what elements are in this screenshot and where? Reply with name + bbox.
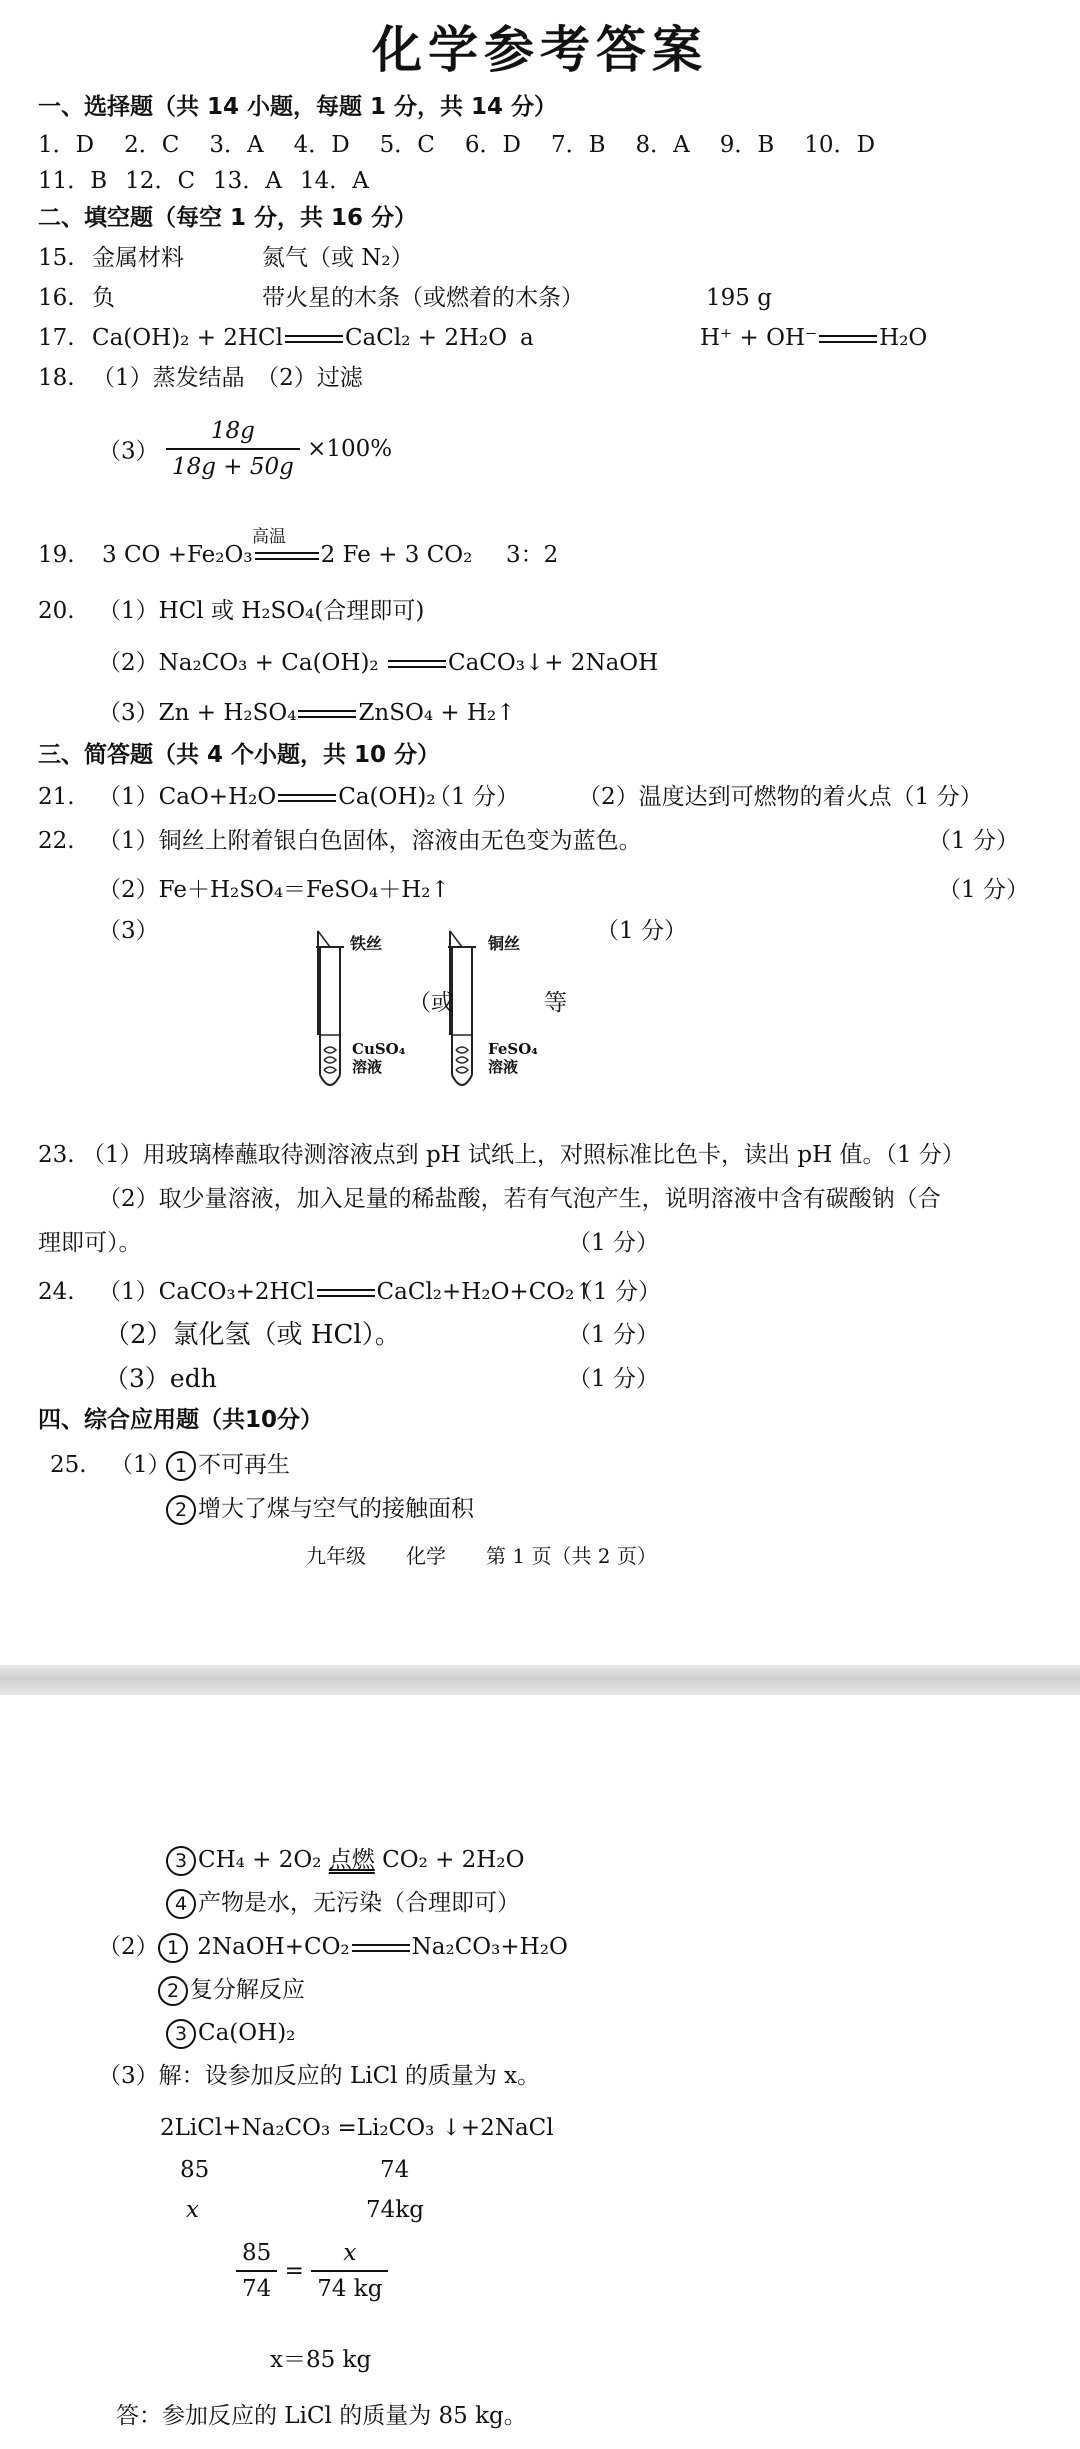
q24-number: 24.: [38, 1279, 75, 1305]
mc-answer: 1．D: [38, 132, 95, 158]
q23-number: 23.: [38, 1142, 75, 1168]
q18-part3-label: （3）: [98, 438, 159, 465]
q19-number: 19.: [38, 542, 75, 568]
q16-answer-a: 负: [92, 285, 115, 311]
q21-lhs: （1）CaO+H₂O: [98, 784, 277, 810]
mc-answer: 2．C: [124, 132, 180, 158]
q21-number: 21.: [38, 784, 75, 810]
equals-sign: [255, 550, 319, 562]
q22-score-3: （1 分）: [596, 918, 687, 944]
q20-l2-lhs: （2）Na₂CO₃ + Ca(OH)₂: [98, 650, 379, 676]
mc-answer: 14．A: [299, 168, 369, 194]
q22-number: 22.: [38, 828, 75, 854]
q20-line-2: [98, 648, 658, 678]
calc-mass-li2co3: 74: [380, 2157, 410, 2183]
circled-number: 1: [158, 1933, 188, 1963]
equals-sign: [352, 1942, 410, 1954]
proportion-right-numerator: x: [311, 2240, 388, 2272]
tube1-bottom-label-1: CuSO₄: [352, 1040, 406, 1058]
q19-lhs: 3 CO +Fe₂O₃: [102, 542, 253, 568]
circled-number: 1: [166, 1451, 196, 1481]
q18-fraction-expression: [98, 418, 392, 480]
q19-ratio: 3：2: [506, 542, 559, 568]
answer-page-2: [0, 1695, 1080, 2449]
tube1-bottom-label-2: 溶液: [352, 1058, 383, 1076]
mc-answer: 7．B: [550, 132, 606, 158]
q17-number: 17.: [38, 325, 75, 351]
q17-ion-lhs: H⁺ + OH⁻: [700, 325, 818, 351]
q20-l3-lhs: （3）Zn + H₂SO₄: [98, 700, 297, 726]
q19-equation: [102, 540, 472, 570]
proportion-equals: =: [284, 2258, 304, 2284]
q15-answer-b: 氮气（或 N₂）: [262, 245, 414, 271]
q25-item-3-lhs: CH₄ + 2O₂: [198, 1847, 322, 1873]
mc-answer: 10．D: [804, 132, 876, 158]
mc-answer: 9．B: [719, 132, 775, 158]
q20-number: 20.: [38, 598, 75, 624]
q21-score-1: （1 分）: [428, 784, 519, 810]
circled-number: 2: [158, 1976, 188, 2006]
q24-score-3: （1 分）: [568, 1366, 659, 1392]
q16-number: 16.: [38, 285, 75, 311]
q25-item-2-text: 增大了煤与空气的接触面积: [198, 1496, 474, 1522]
section-4-heading: 四、综合应用题（共10分）: [38, 1407, 324, 1433]
q25-part-1-label: （1）: [110, 1452, 171, 1478]
q20-l3-rhs: ZnSO₄ + H₂↑: [358, 700, 516, 726]
q16-answer-b: 带火星的木条（或燃着的木条）: [262, 285, 584, 311]
q25-part-2-label: （2）: [98, 1934, 159, 1960]
q25-item-3-rhs: CO₂ + 2H₂O: [382, 1847, 525, 1873]
tube2-top-label: 铜丝: [488, 934, 521, 953]
q25-eq-lhs: 2NaOH+CO₂: [197, 1934, 350, 1960]
calc-mass-licl: 85: [180, 2157, 210, 2183]
q18-fraction-numerator: 18g: [166, 418, 300, 450]
circled-number: 3: [166, 2019, 196, 2049]
q24-score-2: （1 分）: [568, 1322, 659, 1348]
circled-number: 4: [166, 1889, 196, 1919]
equals-sign: [819, 333, 877, 345]
equals-sign: [278, 792, 336, 804]
q25-part-2-item-2-text: 复分解反应: [190, 1977, 305, 2003]
q20-l2-rhs: CaCO₃↓+ 2NaOH: [447, 650, 659, 676]
q17-ionic-equation: [700, 323, 927, 353]
proportion-right: [311, 2240, 388, 2302]
q16-answer-c: 195 g: [706, 285, 772, 311]
q25-item-3-condition: 点燃: [328, 1847, 375, 1873]
q20-line-3: [98, 698, 516, 728]
q23-line-2: （2）取少量溶液，加入足量的稀盐酸，若有气泡产生，说明溶液中含有碳酸钠（合: [98, 1186, 941, 1212]
figure-or-text: （或: [408, 990, 454, 1016]
q25-number: 25.: [50, 1452, 87, 1478]
proportion-right-denominator: 74 kg: [317, 2276, 383, 2302]
mc-answer: 12．C: [125, 168, 196, 194]
q24-line-2: （2）氯化氢（或 HCl）。: [104, 1320, 401, 1350]
q25-item-2: [166, 1494, 474, 1525]
q17-ion-rhs: H₂O: [879, 325, 928, 351]
q25-eq-rhs: Na₂CO₃+H₂O: [411, 1934, 568, 1960]
calc-var-x: x: [186, 2197, 199, 2223]
mc-answer: 8．A: [635, 132, 690, 158]
mc-answer: 11．B: [38, 168, 108, 194]
circled-number: 2: [166, 1495, 196, 1525]
equals-sign: [285, 333, 343, 345]
q25-item-3: [166, 1845, 524, 1876]
q22-score-2: （1 分）: [938, 877, 1029, 903]
section-3-heading: 三、简答题（共 4 个小题，共 10 分）: [38, 742, 441, 768]
q17-lhs: Ca(OH)₂ + 2HCl: [92, 325, 283, 351]
tube2-bottom-label-2: 溶液: [488, 1058, 519, 1076]
q24-lhs: （1）CaCO₃+2HCl: [98, 1279, 315, 1305]
q25-part-3-statement: （3）解：设参加反应的 LiCl 的质量为 x。: [98, 2063, 541, 2089]
q23-score: （1 分）: [568, 1230, 659, 1256]
q17-answer-b: a: [520, 325, 534, 351]
q24-line-3: （3）edh: [104, 1364, 217, 1393]
q22-line-3: （3）: [98, 918, 159, 944]
q17-rhs: CaCl₂ + 2H₂O: [344, 325, 508, 351]
q24-score-1: （1 分）: [570, 1279, 661, 1305]
calc-var-74kg: 74kg: [366, 2197, 424, 2223]
q23-line-3: 理即可）。: [38, 1230, 142, 1256]
q25-part-2-item-1: [158, 1932, 568, 1963]
calc-result: x＝85 kg: [270, 2347, 372, 2373]
calc-proportion: [236, 2240, 388, 2302]
mc-answer: 4．D: [293, 132, 350, 158]
calc-equation: 2LiCl+Na₂CO₃ =Li₂CO₃ ↓+2NaCl: [160, 2115, 554, 2141]
q25-item-4: [166, 1888, 520, 1919]
tube1-top-label: 铁丝: [350, 934, 383, 953]
circled-number: 3: [166, 1846, 196, 1876]
q25-item-4-text: 产物是水，无污染（合理即可）: [198, 1890, 520, 1916]
mc-answers-row-2: [38, 166, 387, 196]
mc-answer: 6．D: [464, 132, 521, 158]
tube2-bottom-label-1: FeSO₄: [488, 1040, 538, 1058]
q20-line-1: （1）HCl 或 H₂SO₄(合理即可): [98, 598, 425, 624]
mc-answer: 5．C: [379, 132, 435, 158]
equals-sign: [317, 1287, 375, 1299]
q25-item-1: [166, 1450, 290, 1481]
q18-fraction: [166, 418, 300, 480]
q19-condition: 高温: [252, 527, 286, 547]
final-answer: 答：参加反应的 LiCl 的质量为 85 kg。: [116, 2403, 527, 2429]
equals-sign: [388, 658, 446, 670]
q17-equation: [92, 323, 507, 353]
q18-line-1: （1）蒸发结晶 （2）过滤: [92, 365, 363, 391]
q25-item-1-text: 不可再生: [198, 1452, 290, 1478]
page-footer: 九年级 化学 第 1 页（共 2 页）: [306, 1544, 657, 1568]
q23-line-1: （1）用玻璃棒蘸取待测溶液点到 pH 试纸上，对照标准比色卡，读出 pH 值。（1 分）: [82, 1142, 965, 1168]
section-1-heading: 一、选择题（共 14 小题，每题 1 分，共 14 分）: [38, 94, 558, 120]
page-title: 化学参考答案: [372, 21, 708, 79]
section-2-heading: 二、填空题（每空 1 分，共 16 分）: [38, 205, 418, 231]
q18-fraction-denominator: 18g + 50g: [171, 454, 294, 480]
proportion-left-numerator: 85: [236, 2240, 277, 2272]
mc-answer: 3．A: [209, 132, 264, 158]
q15-answer-a: 金属材料: [92, 245, 184, 271]
q22-line-1: （1）铜丝上附着银白色固体，溶液由无色变为蓝色。: [98, 828, 642, 854]
equals-sign: [298, 708, 356, 720]
mc-answers-row-1: [38, 130, 905, 160]
q25-part-2-item-2: [158, 1975, 305, 2006]
page-separator: [0, 1665, 1080, 1695]
q24-rhs: CaCl₂+H₂O+CO₂↑: [376, 1279, 594, 1305]
q18-number: 18.: [38, 365, 75, 391]
mc-answer: 13．A: [213, 168, 282, 194]
q21-rhs: Ca(OH)₂: [338, 784, 436, 810]
q25-part-2-item-3: [166, 2018, 295, 2049]
q21-part-2: （2）温度达到可燃物的着火点（1 分）: [578, 784, 983, 810]
q24-equation: [98, 1277, 594, 1307]
q19-rhs: 2 Fe + 3 CO₂: [320, 542, 473, 568]
q21-equation: [98, 782, 436, 812]
q25-part-2-item-3-text: Ca(OH)₂: [198, 2020, 296, 2046]
test-tube-1: [316, 931, 344, 1085]
q22-line-2: （2）Fe＋H₂SO₄＝FeSO₄＋H₂↑: [98, 877, 450, 903]
q15-number: 15.: [38, 245, 75, 271]
figure-etc-text: 等: [544, 990, 567, 1016]
q18-times-percent: ×100%: [307, 436, 393, 462]
q22-score-1: （1 分）: [928, 828, 1019, 854]
proportion-left-denominator: 74: [242, 2276, 272, 2302]
proportion-left: [236, 2240, 277, 2302]
